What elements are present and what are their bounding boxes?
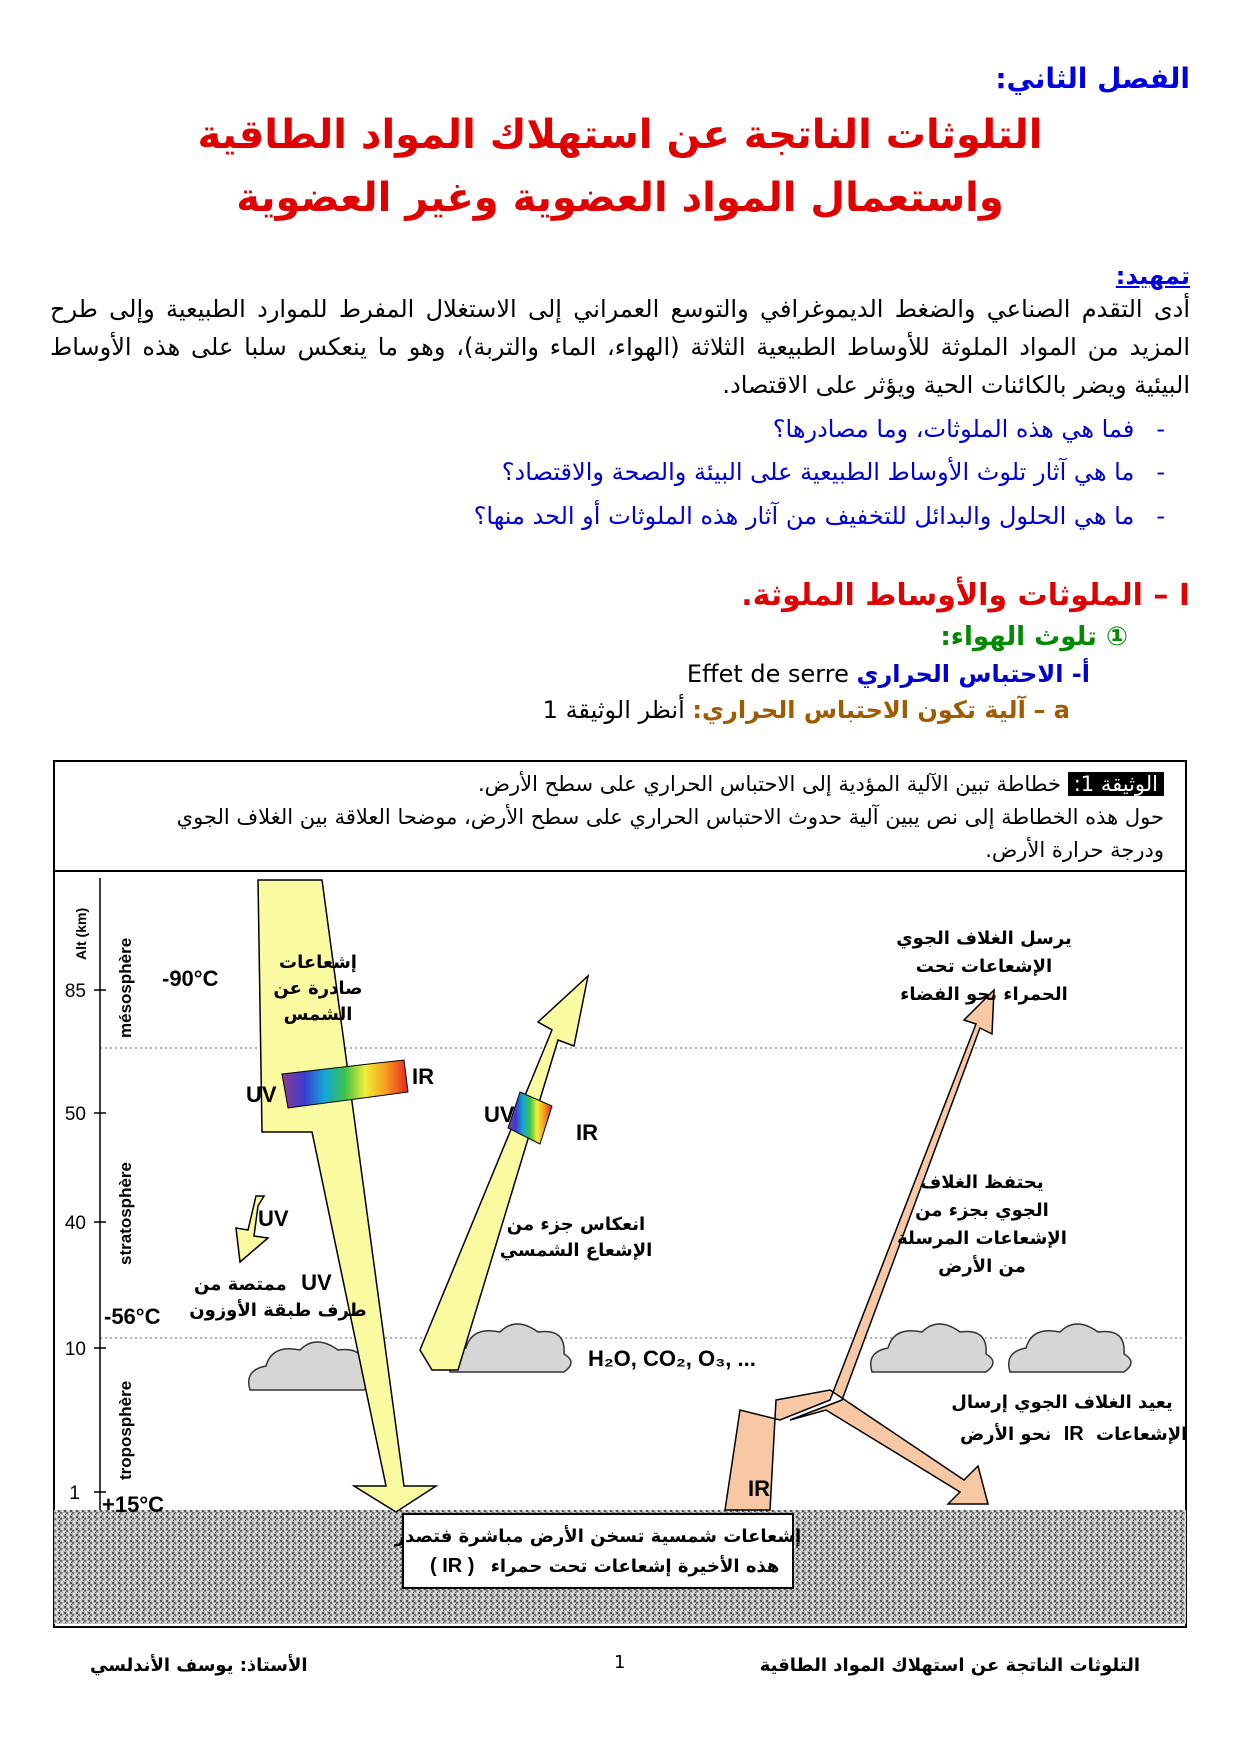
reflection-label-1: انعكاس جزء من <box>506 1214 646 1235</box>
chapter-label: الفصل الثاني: <box>995 62 1190 95</box>
layer-troposphere: troposphère <box>116 1380 135 1480</box>
question-2 <box>502 458 1165 486</box>
tick-label-85: 85 <box>64 981 86 1002</box>
cloud-icon <box>871 1324 993 1372</box>
question-3 <box>474 502 1165 530</box>
uv-label-reflected: UV <box>484 1102 515 1127</box>
document-label: الوثيقة 1: <box>1068 772 1164 796</box>
uv-absorbed-prefix: ممتصة من <box>194 1274 287 1295</box>
retain-label-3: الإشعاعات المرسلة <box>897 1228 1067 1249</box>
reemit-head: الإشعاعات <box>1096 1424 1187 1445</box>
solar-label-1: إشعاعات <box>279 952 357 973</box>
ir-label-incoming: IR <box>412 1064 434 1089</box>
document-caption-line-2: حول هذه الخطاطة إلى نص يبين آلية حدوث الاحتباس الحراري على سطح الأرض، موضحا العلاقة بين الغلاف الجوي ودرجة حرارة الأرض. <box>176 805 1164 862</box>
temp-tropopause: -56°C <box>104 1304 161 1329</box>
reflected-solar-arrow <box>420 976 588 1370</box>
greenhouse-arabic: أ- الاحتباس الحراري <box>856 660 1090 688</box>
greenhouse-french: Effet de serre <box>686 660 849 688</box>
retain-label-2: الجوي بجزء من <box>915 1200 1049 1221</box>
tick-label-50: 50 <box>64 1104 86 1125</box>
footer-teacher: الأستاذ: يوسف الأندلسي <box>90 1655 308 1676</box>
ir-earth-arrow <box>725 990 994 1510</box>
intro-paragraph: أدى التقدم الصناعي والضغط الديموغرافي والتوسع العمراني إلى الاستغلال المفرط للموارد الطبيعية وإلى طرح المزيد من المواد الملوثة للأوساط الطبيعية الثلاثة (الهواء، الماء والتربة)، وهو ما ينعكس سلبا على هذه الأوساط البيئية ويضر بالكائنات الحية ويؤثر على الاقتصاد. <box>50 295 1190 399</box>
intro-heading: تمهيد: <box>1115 262 1190 290</box>
chapter-title-line-1: التلوثات الناتجة عن استهلاك المواد الطاقية <box>197 112 1043 158</box>
reflection-label-2: الإشعاع الشمسي <box>499 1240 653 1261</box>
uv-absorbed-label-2: طرف طبقة الأوزون <box>189 1300 367 1321</box>
subsection-mechanism <box>543 696 1070 724</box>
section-title: I – الملوثات والأوساط الملوثة. <box>741 578 1190 613</box>
axis-title: Alt (km) <box>73 907 89 960</box>
retain-label-4: من الأرض <box>938 1256 1026 1277</box>
temp-mesosphere: -90°C <box>162 966 219 991</box>
layer-stratosphere: stratosphère <box>116 1162 135 1265</box>
chapter-title-line-2: واستعمال المواد العضوية وغير العضوية <box>236 175 1004 221</box>
mechanism-reference: أنظر الوثيقة 1 <box>542 696 685 724</box>
subsection-greenhouse <box>687 660 1090 688</box>
reemit-tail: نحو الأرض <box>960 1424 1052 1445</box>
retain-label-1: يحتفظ الغلاف <box>920 1172 1044 1193</box>
mechanism-title: آلية تكون الاحتباس الحراري: <box>692 696 1026 724</box>
document-caption-line-1: خطاطة تبين الآلية المؤدية إلى الاحتباس الحراري على سطح الأرض. <box>477 772 1062 796</box>
uv-absorbed-label-1 <box>194 1270 332 1295</box>
emit-space-label-2: الإشعاعات تحت <box>915 956 1053 977</box>
uv-label-absorbed: UV <box>258 1206 289 1231</box>
uv-absorbed-uv: UV <box>301 1270 332 1295</box>
question-text: ما هي آثار تلوث الأوساط الطبيعية على البيئة والصحة والاقتصاد؟ <box>501 458 1135 486</box>
incoming-solar-arrow <box>258 880 436 1512</box>
reemit-label-2 <box>960 1423 1187 1445</box>
tick-label-10: 10 <box>64 1339 86 1360</box>
temp-surface: +15°C <box>102 1492 165 1517</box>
uv-label-incoming: UV <box>246 1082 277 1107</box>
solar-label-2: صادرة عن <box>273 978 363 999</box>
list-dash: - <box>1156 415 1165 443</box>
emit-space-label-1: يرسل الغلاف الجوي <box>896 928 1072 949</box>
ground-box-ir: ( IR ) <box>430 1555 475 1577</box>
cloud-icon <box>1009 1324 1131 1372</box>
ground-box-line-1: إشعاعات شمسية تسخن الأرض مباشرة فتصدر <box>394 1526 802 1547</box>
ir-label-earth: IR <box>748 1476 770 1501</box>
list-dash: - <box>1156 502 1165 530</box>
document-caption <box>164 768 1164 867</box>
list-dash: - <box>1156 458 1165 486</box>
question-text: فما هي هذه الملوثات، وما مصادرها؟ <box>772 415 1135 443</box>
emit-space-label-3: الحمراء نحو الفضاء <box>900 984 1068 1005</box>
layer-mesosphere: mésosphère <box>116 937 135 1038</box>
solar-label-3: الشمس <box>283 1004 353 1025</box>
mechanism-prefix: a – <box>1033 696 1070 724</box>
gases-label: H₂O, CO₂, O₃, ... <box>588 1346 756 1371</box>
subsection-air-pollution: ① تلوث الهواء: <box>940 622 1128 652</box>
greenhouse-diagram <box>53 871 1187 1626</box>
question-text: ما هي الحلول والبدائل للتخفيف من آثار هذه الملوثات أو الحد منها؟ <box>473 502 1135 530</box>
reemit-label-1: يعيد الغلاف الجوي إرسال <box>951 1392 1173 1413</box>
tick-label-40: 40 <box>64 1213 86 1234</box>
cloud-icon <box>249 1342 371 1390</box>
tick-label-1: 1 <box>69 1483 80 1504</box>
footer-page-number: 1 <box>614 1652 626 1673</box>
question-1 <box>773 415 1165 443</box>
reemit-ir: IR <box>1063 1423 1084 1445</box>
footer-course-title: التلوثات الناتجة عن استهلاك المواد الطاقية <box>759 1655 1140 1676</box>
ir-label-reflected: IR <box>576 1120 598 1145</box>
ground-box-text: هذه الأخيرة إشعاعات تحت حمراء <box>490 1556 780 1577</box>
